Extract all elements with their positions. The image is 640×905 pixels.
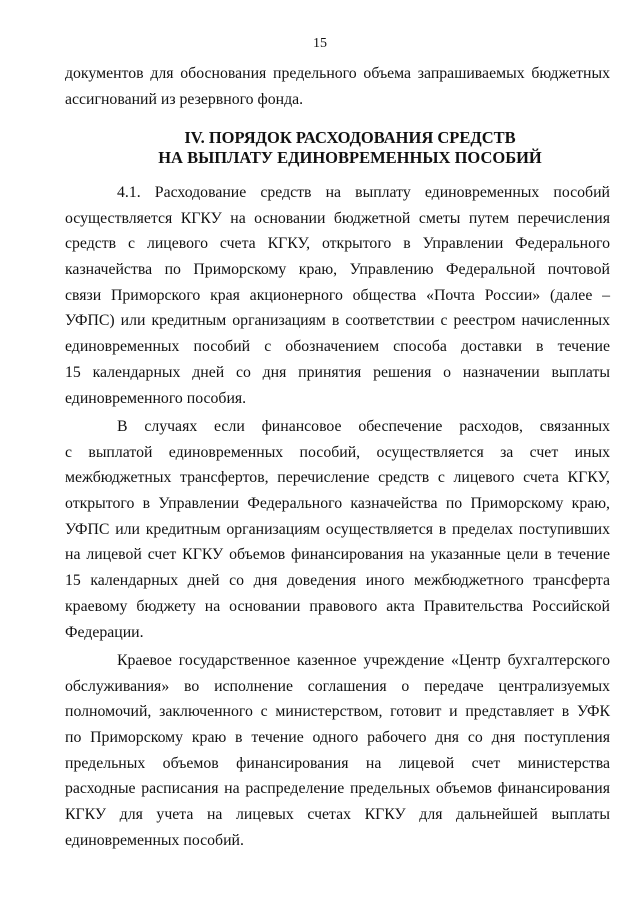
paragraph-line: единовременных пособий. [65, 831, 244, 849]
paragraph-line: Федерации. [65, 623, 144, 641]
paragraph-line: предельных объемов финансирования на лицевой счет министерства [65, 754, 610, 772]
paragraph-line: Краевое государственное казенное учреждение «Центр бухгалтерского [117, 652, 610, 669]
paragraph-line: 15 календарных дней со дня доведения иного межбюджетного трансферта [65, 572, 610, 590]
paragraph-line: расходные расписания на распределение предельных объемов финансирования [65, 780, 610, 798]
paragraph-line: обслуживания» во исполнение соглашения о передаче централизуемых [65, 677, 610, 695]
paragraph-line: межбюджетных трансфертов, перечисление средств с лицевого счета КГКУ, [65, 469, 610, 487]
paragraph-line: единовременных пособий с обозначением способа доставки в течение [65, 338, 610, 356]
paragraph-accounting-center [65, 648, 610, 854]
page-number: 15 [313, 36, 327, 51]
paragraph-line: на лицевой счет КГКУ объемов финансирования на указанные цели в течение [65, 546, 610, 564]
paragraph-line: УФПС) или кредитным организациям в соответствии с реестром начисленных [65, 312, 610, 330]
paragraph-line: казначейства по Приморскому краю, Управлению Федеральной почтовой [65, 261, 610, 279]
paragraph-line: В случаях если финансовое обеспечение расходов, связанных [117, 418, 610, 435]
paragraph-line: открытого в Управлении Федерального казначейства по Приморскому краю, [65, 495, 610, 513]
section-heading-line: IV. ПОРЯДОК РАСХОДОВАНИЯ СРЕДСТВ [184, 128, 516, 147]
paragraph-line: средств с лицевого счета КГКУ, открытого в Управлении Федерального [65, 235, 610, 253]
paragraph-line: КГКУ для учета на лицевых счетах КГКУ для дальнейшей выплаты [65, 806, 610, 824]
paragraph-interbudget-transfers [65, 414, 610, 645]
paragraph-4-1 [65, 180, 610, 411]
intro-paragraph [65, 61, 610, 112]
paragraph-line: документов для обоснования предельного объема запрашиваемых бюджетных [65, 65, 610, 82]
section-heading [0, 128, 640, 168]
paragraph-line: связи Приморского края акционерного общества «Почта России» (далее – [65, 286, 610, 304]
paragraph-line: с выплатой единовременных пособий, осуществляется за счет иных [65, 443, 610, 461]
section-heading-line: НА ВЫПЛАТУ ЕДИНОВРЕМЕННЫХ ПОСОБИЙ [158, 148, 542, 167]
paragraph-line: единовременного пособия. [65, 389, 247, 407]
paragraph-line: 4.1. Расходование средств на выплату единовременных пособий [117, 184, 610, 201]
paragraph-line: УФПС или кредитным организациям осуществляется в пределах поступивших [65, 520, 610, 538]
paragraph-line: осуществляется КГКУ на основании бюджетной сметы путем перечисления [65, 209, 610, 227]
paragraph-line: краевому бюджету на основании правового акта Правительства Российской [65, 597, 610, 615]
paragraph-line: 15 календарных дней со дня принятия решения о назначении выплаты [65, 363, 610, 381]
paragraph-line: по Приморскому краю в течение одного рабочего дня со дня поступления [65, 729, 610, 747]
paragraph-line: ассигнований из резервного фонда. [65, 90, 304, 108]
paragraph-line: полномочий, заключенного с министерством, готовит и представляет в УФК [65, 703, 610, 721]
